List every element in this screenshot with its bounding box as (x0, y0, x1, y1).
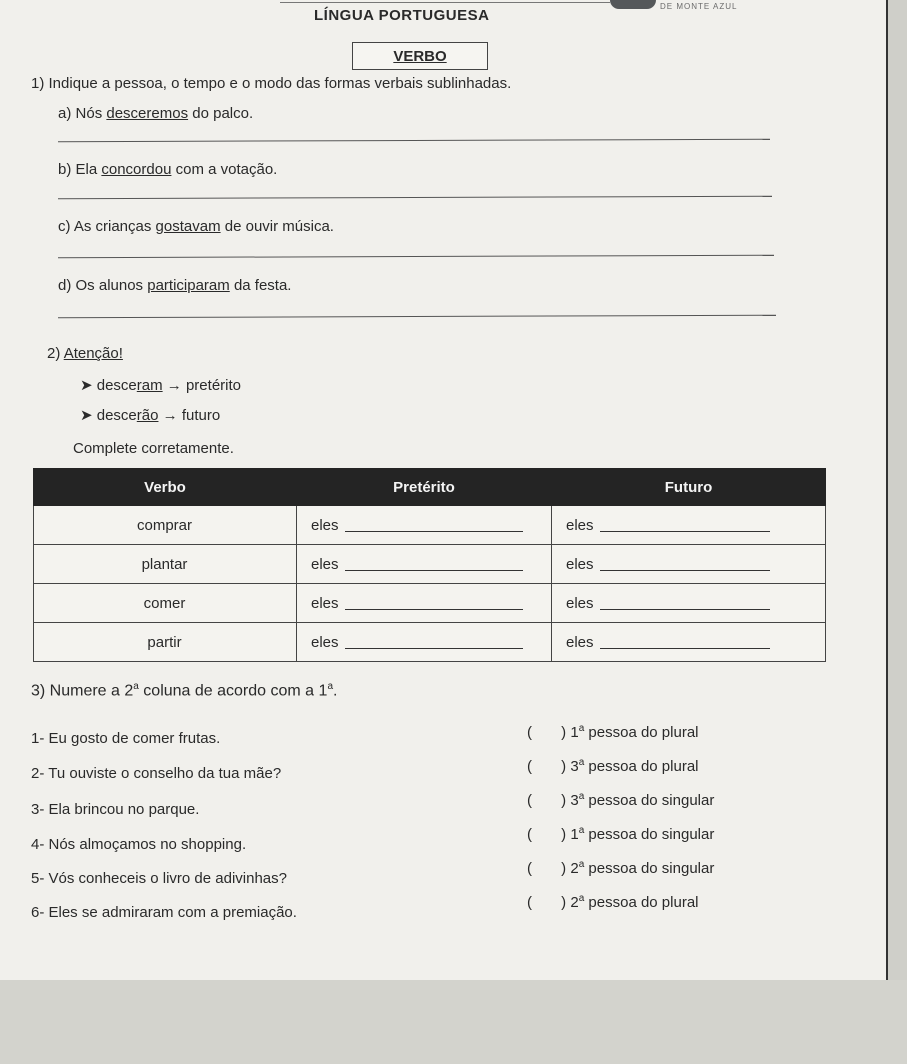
answer-parens[interactable]: ( ) (527, 860, 567, 877)
verb-table (33, 468, 826, 662)
item-text: As crianças (73, 218, 152, 235)
sentence-1: 1- Eu gosto de comer frutas. (31, 730, 221, 747)
verb-cell: partir (34, 623, 297, 662)
blank-line[interactable] (345, 570, 523, 571)
sentence-6: 6- Eles se admiraram com a premiação. (31, 904, 297, 921)
option-text: pessoa do singular (588, 792, 715, 809)
item-text: da festa. (233, 277, 292, 294)
answer-parens[interactable]: ( ) (527, 724, 567, 741)
answer-parens[interactable]: ( ) (527, 894, 567, 911)
example-tense: pretérito (185, 377, 241, 394)
item-letter: b) (58, 161, 72, 178)
answer-line-d[interactable] (58, 315, 776, 319)
option-num: 1 (570, 724, 579, 741)
option-6[interactable] (527, 893, 699, 911)
item-letter: a) (58, 105, 72, 122)
option-num: 3 (570, 792, 579, 809)
option-text: pessoa do plural (588, 724, 699, 741)
subject-title: LÍNGUA PORTUGUESA (314, 7, 490, 24)
header-futuro: Futuro (552, 469, 826, 506)
example-suffix: ram (136, 377, 163, 394)
pronoun: eles (311, 516, 339, 534)
ordinal-mark: a (578, 791, 585, 802)
answer-line-c[interactable] (58, 255, 774, 258)
table-header-row (34, 469, 826, 506)
item-text: com a votação. (175, 161, 278, 178)
ordinal-mark: a (578, 757, 585, 768)
pronoun: eles (311, 633, 339, 651)
table-row (34, 545, 826, 584)
pronoun: eles (566, 594, 594, 612)
corner-note: DE MONTE AZUL (660, 2, 738, 11)
option-5[interactable] (527, 859, 714, 877)
q1-item-a (58, 105, 253, 122)
bullet-arrow-icon: ➤ (80, 377, 93, 394)
verb-cell: plantar (34, 545, 297, 584)
option-num: 2 (570, 894, 579, 911)
q1-item-d (58, 277, 291, 294)
option-text: pessoa do singular (588, 826, 715, 843)
blank-line[interactable] (345, 648, 523, 649)
item-text: Ela (75, 161, 98, 178)
verb-cell: comprar (34, 506, 297, 545)
blank-line[interactable] (600, 570, 770, 571)
q3-text: 3) Numere a (31, 682, 120, 700)
option-num: 3 (570, 758, 579, 775)
ordinal-mark: a (578, 825, 585, 836)
pronoun: eles (566, 555, 594, 573)
q3-num: 2 (124, 682, 134, 700)
q3-prompt (31, 681, 337, 700)
ordinal-mark: a (578, 859, 585, 870)
top-rule (280, 2, 610, 3)
table-row (34, 506, 826, 545)
blank-line[interactable] (600, 531, 770, 532)
q2-example-2 (80, 406, 220, 424)
blank-line[interactable] (600, 648, 770, 649)
page-title: VERBO (352, 42, 488, 70)
option-text: pessoa do plural (588, 894, 699, 911)
blank-line[interactable] (345, 531, 523, 532)
answer-line-b[interactable] (58, 196, 772, 199)
q3-num: 1 (318, 682, 328, 700)
pronoun: eles (566, 516, 594, 534)
option-2[interactable] (527, 757, 699, 775)
blank-line[interactable] (345, 609, 523, 610)
verb-cell: comer (34, 584, 297, 623)
q2-example-1 (80, 376, 241, 394)
example-tense: futuro (181, 407, 221, 424)
future-cell[interactable] (552, 506, 826, 545)
page-shadow (0, 980, 907, 1064)
answer-parens[interactable]: ( ) (527, 758, 567, 775)
example-suffix: rão (136, 407, 159, 424)
ordinal-mark: a (133, 681, 139, 692)
header-preterito: Pretérito (297, 469, 552, 506)
future-cell[interactable] (552, 545, 826, 584)
example-stem: desce (96, 407, 137, 424)
right-arrow-icon: → (162, 407, 178, 424)
ordinal-mark: a (578, 723, 585, 734)
answer-parens[interactable]: ( ) (527, 792, 567, 809)
past-cell[interactable] (297, 623, 552, 662)
bullet-arrow-icon: ➤ (80, 407, 93, 424)
item-letter: c) (58, 218, 71, 235)
option-4[interactable] (527, 825, 714, 843)
option-1[interactable] (527, 723, 699, 741)
option-num: 1 (570, 826, 579, 843)
option-text: pessoa do singular (588, 860, 715, 877)
option-num: 2 (570, 860, 579, 877)
sentence-4: 4- Nós almoçamos no shopping. (31, 836, 247, 853)
answer-parens[interactable]: ( ) (527, 826, 567, 843)
underlined-verb: concordou (101, 161, 172, 178)
item-text: de ouvir música. (224, 218, 334, 235)
q1-item-b (58, 161, 277, 178)
table-row (34, 584, 826, 623)
q1-prompt: 1) Indique a pessoa, o tempo e o modo das formas verbais sublinhadas. (31, 75, 512, 92)
past-cell[interactable] (297, 506, 552, 545)
pronoun: eles (311, 594, 339, 612)
right-arrow-icon: → (166, 377, 182, 394)
pronoun: eles (311, 555, 339, 573)
sentence-2: 2- Tu ouviste o conselho da tua mãe? (31, 765, 282, 782)
corner-mark (610, 0, 656, 9)
blank-line[interactable] (600, 609, 770, 610)
example-stem: desce (96, 377, 137, 394)
option-3[interactable] (527, 791, 714, 809)
q3-text: . (333, 682, 338, 700)
answer-line-a[interactable] (58, 139, 770, 142)
q2-number: 2) (47, 345, 61, 362)
underlined-verb: desceremos (106, 105, 189, 122)
item-text: Nós (75, 105, 103, 122)
underlined-verb: participaram (147, 277, 230, 294)
sentence-3: 3- Ela brincou no parque. (31, 801, 200, 818)
item-letter: d) (58, 277, 72, 294)
q2-heading (47, 345, 123, 362)
q3-text: coluna de acordo com a (143, 682, 315, 700)
underlined-verb: gostavam (155, 218, 221, 235)
option-text: pessoa do plural (588, 758, 699, 775)
q1-item-c (58, 218, 334, 235)
q2-label: Atenção! (63, 345, 123, 362)
ordinal-mark: a (578, 893, 585, 904)
header-verbo: Verbo (34, 469, 297, 506)
future-cell[interactable] (552, 623, 826, 662)
future-cell[interactable] (552, 584, 826, 623)
sentence-5: 5- Vós conheceis o livro de adivinhas? (31, 870, 287, 887)
ordinal-mark: a (327, 681, 333, 692)
q2-instruction: Complete corretamente. (73, 440, 234, 457)
past-cell[interactable] (297, 545, 552, 584)
item-text: Os alunos (75, 277, 144, 294)
table-row (34, 623, 826, 662)
pronoun: eles (566, 633, 594, 651)
item-text: do palco. (192, 105, 254, 122)
past-cell[interactable] (297, 584, 552, 623)
